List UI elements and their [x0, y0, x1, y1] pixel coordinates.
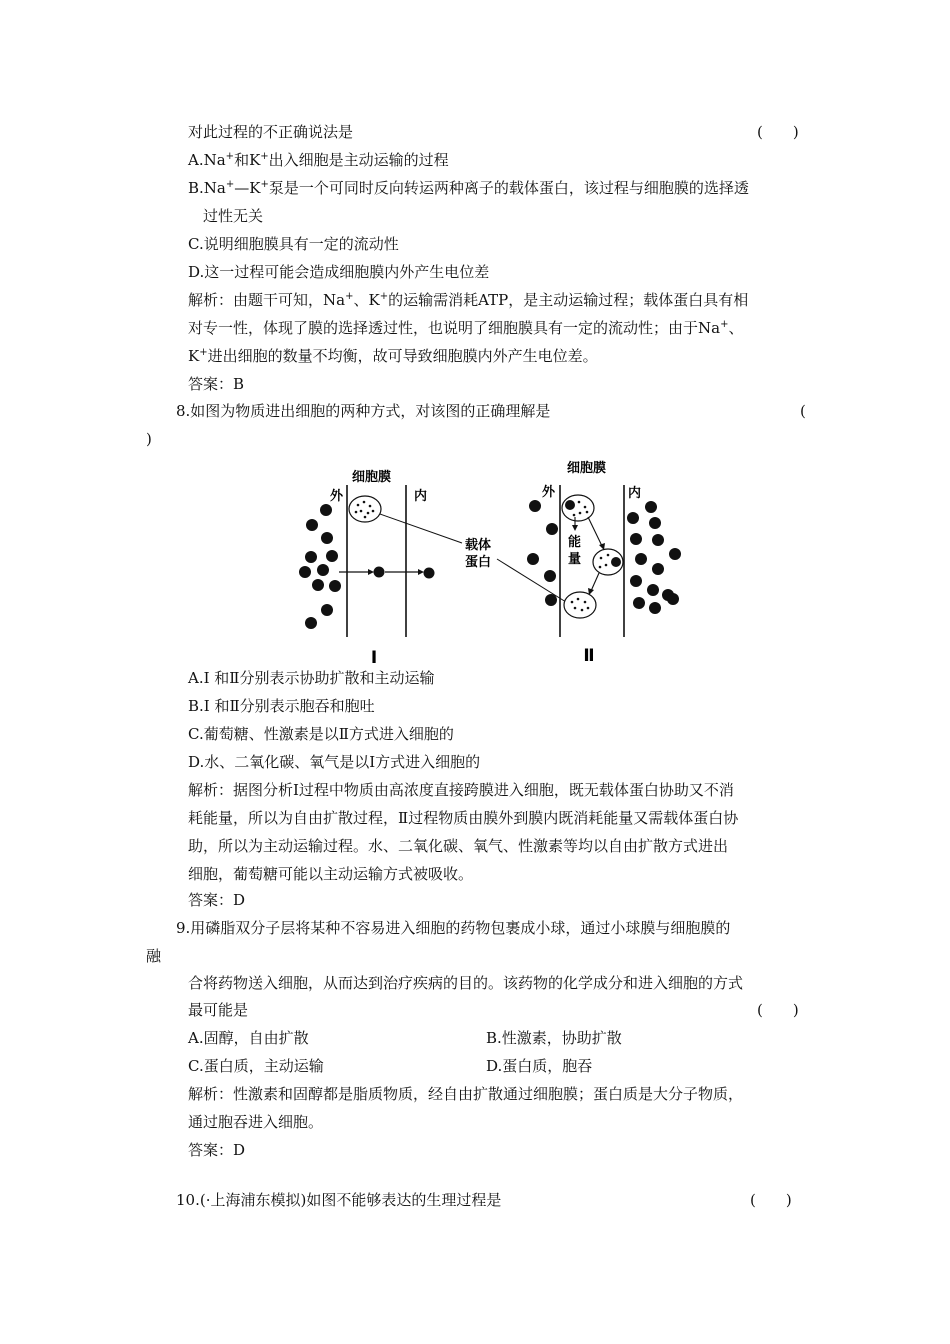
molecules-left-outside: [299, 504, 341, 629]
outside-label-right: 外: [542, 485, 556, 500]
q8-stem: 8.如图为物质进出细胞的两种方式，对该图的正确理解是: [176, 402, 551, 420]
carrier-label-line1: 载体: [465, 538, 492, 553]
q9-answer: 答案：D: [188, 1141, 246, 1159]
q9-option-b: B.性激素，协助扩散: [486, 1029, 622, 1047]
pointer-line-2: [497, 559, 566, 602]
inside-label-left: 内: [414, 489, 428, 504]
q8-explain-line3: 助，所以为主动运输过程。水、二氧化碳、氧气、性激素等均以自由扩散方式进出: [188, 837, 729, 855]
q7-explain-line3: K+进出细胞的数量不均衡，故可导致细胞膜内外产生电位差。: [188, 347, 598, 365]
q7-answer-bracket: ( ): [757, 123, 799, 141]
q8-bracket-open: (: [800, 402, 806, 420]
q9-option-a: A.固醇，自由扩散: [188, 1029, 309, 1047]
q9-stem-line2: 融: [146, 947, 162, 965]
label-one: Ⅰ: [370, 648, 378, 665]
q7-stem-tail: 对此过程的不正确说法是: [188, 123, 354, 141]
q9-answer-bracket: ( ): [757, 1001, 799, 1019]
q10-stem: 10.(·上海浦东模拟)如图不能够表达的生理过程是: [176, 1191, 502, 1209]
q7-option-b-line1: B.Na+—K+泵是一个可同时反向转运两种离子的载体蛋白，该过程与细胞膜的选择透: [188, 179, 749, 197]
q9-explain-line2: 通过胞吞进入细胞。: [188, 1113, 324, 1131]
molecule-bound-middle: [611, 557, 621, 567]
transport-diagram: [290, 455, 700, 665]
carrier-label-line2: 蛋白: [465, 555, 492, 570]
molecule-inside: [424, 568, 435, 579]
energy-label-line2: 量: [568, 552, 582, 567]
cycle-arrowhead-2: [588, 588, 594, 595]
q9-explain-line1: 解析：性激素和固醇都是脂质物质，经自由扩散通过细胞膜；蛋白质是大分子物质，: [188, 1085, 744, 1103]
q8-option-a: A.Ⅰ 和Ⅱ分别表示协助扩散和主动运输: [188, 669, 435, 687]
molecule-bound-top: [565, 500, 575, 510]
cycle-arrowhead-1: [599, 543, 605, 550]
molecules-right-outside: [527, 500, 558, 606]
q7-option-b-line2: 过性无关: [203, 207, 264, 225]
q8-option-c: C.葡萄糖、性激素是以Ⅱ方式进入细胞的: [188, 725, 454, 743]
membrane-label-left: 细胞膜: [352, 470, 392, 485]
q7-answer: 答案：B: [188, 375, 245, 393]
q8-explain-line2: 耗能量，所以为自由扩散过程，Ⅱ过程物质由膜外到膜内既消耗能量又需载体蛋白协: [188, 809, 739, 827]
inside-label-right: 内: [628, 486, 642, 501]
q10-answer-bracket: ( ): [750, 1191, 792, 1209]
q7-option-c: C.说明细胞膜具有一定的流动性: [188, 235, 399, 253]
q7-explain-line2: 对专一性，体现了膜的选择透过性，也说明了细胞膜具有一定的流动性；由于Na+、: [188, 319, 744, 337]
outside-label-left: 外: [330, 489, 344, 504]
q9-stem-line3: 合将药物送入细胞，从而达到治疗疾病的目的。该药物的化学成分和进入细胞的方式: [188, 974, 744, 992]
membrane-label-right: 细胞膜: [567, 461, 607, 476]
q7-explain-line1: 解析：由题干可知，Na+、K+的运输需消耗ATP，是主动运输过程；载体蛋白具有相: [188, 291, 749, 309]
arrowhead-left-1: [368, 569, 374, 575]
q9-option-d: D.蛋白质，胞吞: [486, 1057, 593, 1075]
molecules-right-inside: [627, 501, 681, 614]
q7-option-a: A.Na+和K+出入细胞是主动运输的过程: [188, 151, 449, 169]
pointer-line-1: [380, 514, 462, 543]
q8-option-b: B.Ⅰ 和Ⅱ分别表示胞吞和胞吐: [188, 697, 375, 715]
q9-stem-line4: 最可能是: [188, 1001, 249, 1019]
energy-arrowhead: [572, 525, 578, 531]
q7-option-d: D.这一过程可能会造成细胞膜内外产生电位差: [188, 263, 490, 281]
q8-option-d: D.水、二氧化碳、氧气是以Ⅰ方式进入细胞的: [188, 753, 481, 771]
q8-bracket-close: ): [146, 430, 152, 448]
cycle-arrow-1: [588, 517, 602, 546]
arrowhead-left-2: [418, 569, 424, 575]
cycle-arrow-2: [591, 573, 599, 591]
q9-option-c: C.蛋白质，主动运输: [188, 1057, 324, 1075]
energy-label-line1: 能: [568, 535, 582, 550]
q9-stem-line1: 9.用磷脂双分子层将某种不容易进入细胞的药物包裹成小球，通过小球膜与细胞膜的: [176, 919, 731, 937]
q8-explain-line4: 细胞，葡萄糖可能以主动运输方式被吸收。: [188, 865, 474, 883]
carrier-ellipse-bottom: [564, 592, 596, 618]
molecule-crossing: [374, 567, 385, 578]
label-two: Ⅱ: [583, 646, 595, 665]
q8-explain-line1: 解析：据图分析Ⅰ过程中物质由高浓度直接跨膜进入细胞，既无载体蛋白协助又不消: [188, 781, 734, 799]
q8-answer: 答案：D: [188, 891, 246, 909]
